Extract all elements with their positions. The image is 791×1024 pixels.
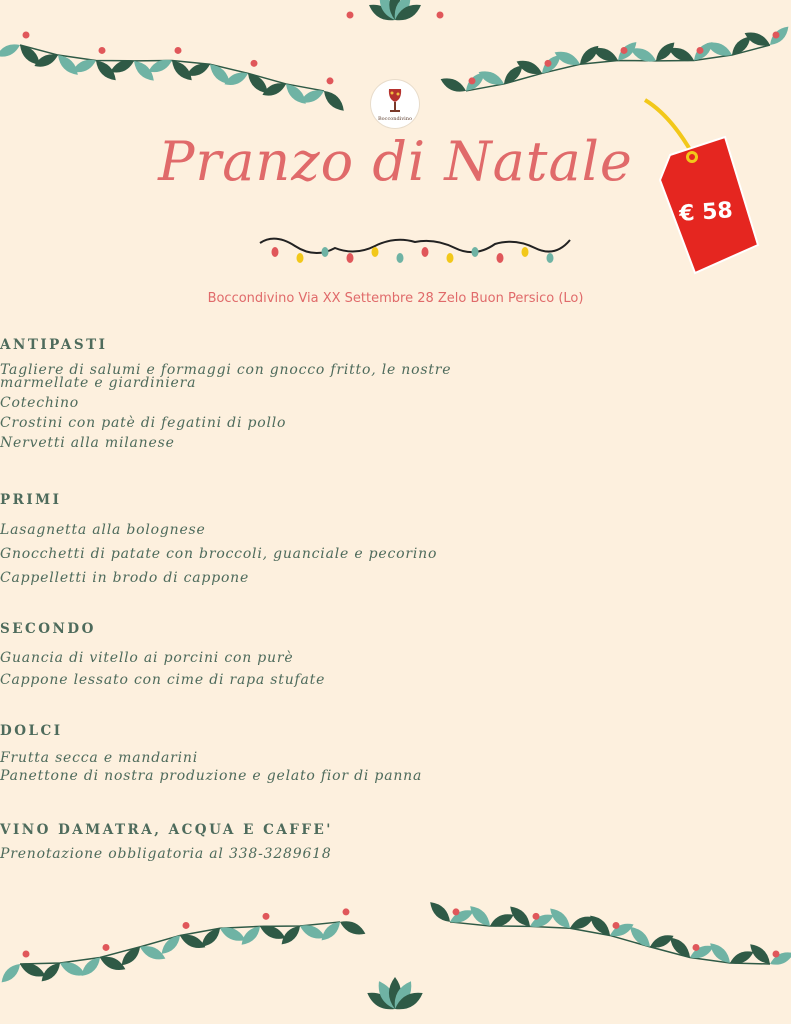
leaf-shape [338,917,368,938]
light-bulb [547,253,554,263]
booking-note: Prenotazione obbligatoria al 338-3289618 [0,846,332,862]
berry-shape [697,47,704,54]
menu-item: Tagliere di salumi e formaggi con gnocco fritto, le nostre [0,362,452,378]
light-bulb [472,247,479,257]
section-primi [0,492,791,590]
light-bulb [372,247,379,257]
price-text: € 58 [678,198,734,227]
restaurant-address: Boccondivino Via XX Settembre 28 Zelo Buon Persico (Lo) [207,291,584,306]
berry-shape [327,77,334,84]
menu-item: Cappelletti in brodo di cappone [0,570,250,586]
berry-shape [533,913,540,920]
leaf-shape [158,932,183,957]
light-bulb [297,253,304,263]
branch-stem [20,922,340,964]
berry-shape [23,951,30,958]
leaf-shape [768,949,791,969]
menu-item: Guancia di vitello ai porcini con purè [0,650,294,666]
restaurant-logo [371,80,419,128]
menu-item: Gnocchetti di patate con broccoli, guanciale e pecorino [0,546,438,562]
section-title: DOLCI [0,723,63,739]
menu-item: Cappone lessato con cime di rapa stufate [0,672,326,688]
berry-shape [469,77,476,84]
bottom-garland-decoration [0,884,791,1024]
light-bulb [397,253,404,263]
leaf-shape [0,961,23,986]
footer [0,822,791,862]
berry-shape [23,32,30,39]
berry-shape [103,944,110,951]
berry-shape [99,47,106,54]
light-bulb [347,253,354,263]
section-title: ANTIPASTI [0,337,108,353]
leaf-shape [0,41,22,61]
leaf-shape [320,87,347,114]
leaf-shape [426,898,453,925]
berry-shape [347,12,354,19]
berry-shape [613,922,620,929]
berry-shape [437,12,444,19]
berry-shape [545,60,552,67]
page-title: Pranzo di Natale [158,130,633,193]
light-bulb [322,247,329,257]
leaf-shape [118,943,143,968]
light-bulb [497,253,504,263]
berry-shape [183,922,190,929]
berry-shape [773,32,780,39]
berry-shape [251,60,258,67]
berry-shape [263,913,270,920]
leaf-shape [501,62,526,87]
menu-item: Lasagnetta alla bolognese [0,522,206,538]
section-dolci [0,723,791,785]
leaf-shape [586,912,613,939]
wine-glass-icon [384,87,406,115]
menu-item: Cotechino [0,395,80,411]
section-title: SECONDO [0,621,96,637]
menu-item: Frutta secca e mandarini [0,750,198,766]
menu-item: marmellate e giardiniera [0,375,197,391]
berry-shape [621,47,628,54]
menu-item: Crostini con patè di fegatini di pollo [0,415,287,431]
light-bulb [272,247,279,257]
logo-text: Boccondivino [378,115,412,122]
light-bulb [422,247,429,257]
leaf-shape [78,954,103,979]
drinks-note: VINO DAMATRA, ACQUA E CAFFE' [0,822,333,838]
leaf-shape [282,80,309,107]
leaf-shape [438,74,468,95]
light-bulb [522,247,529,257]
menu-item: Panettone di nostra produzione e gelato fior di panna [0,768,423,784]
berry-shape [343,908,350,915]
leaf-shape [488,910,516,930]
leaf-shape [706,939,733,966]
berry-shape [773,951,780,958]
price-tag [640,95,770,285]
leaf-shape [728,948,756,968]
berry-shape [175,47,182,54]
light-bulb [447,253,454,263]
berry-shape [453,908,460,915]
section-title: PRIMI [0,492,62,508]
berry-shape [693,944,700,951]
leaf-shape [198,925,223,950]
string-lights-decoration [255,228,575,278]
section-secondo [0,621,791,691]
leaf-shape [729,33,754,58]
section-antipasti [0,337,791,451]
menu-item: Nervetti alla milanese [0,435,175,451]
